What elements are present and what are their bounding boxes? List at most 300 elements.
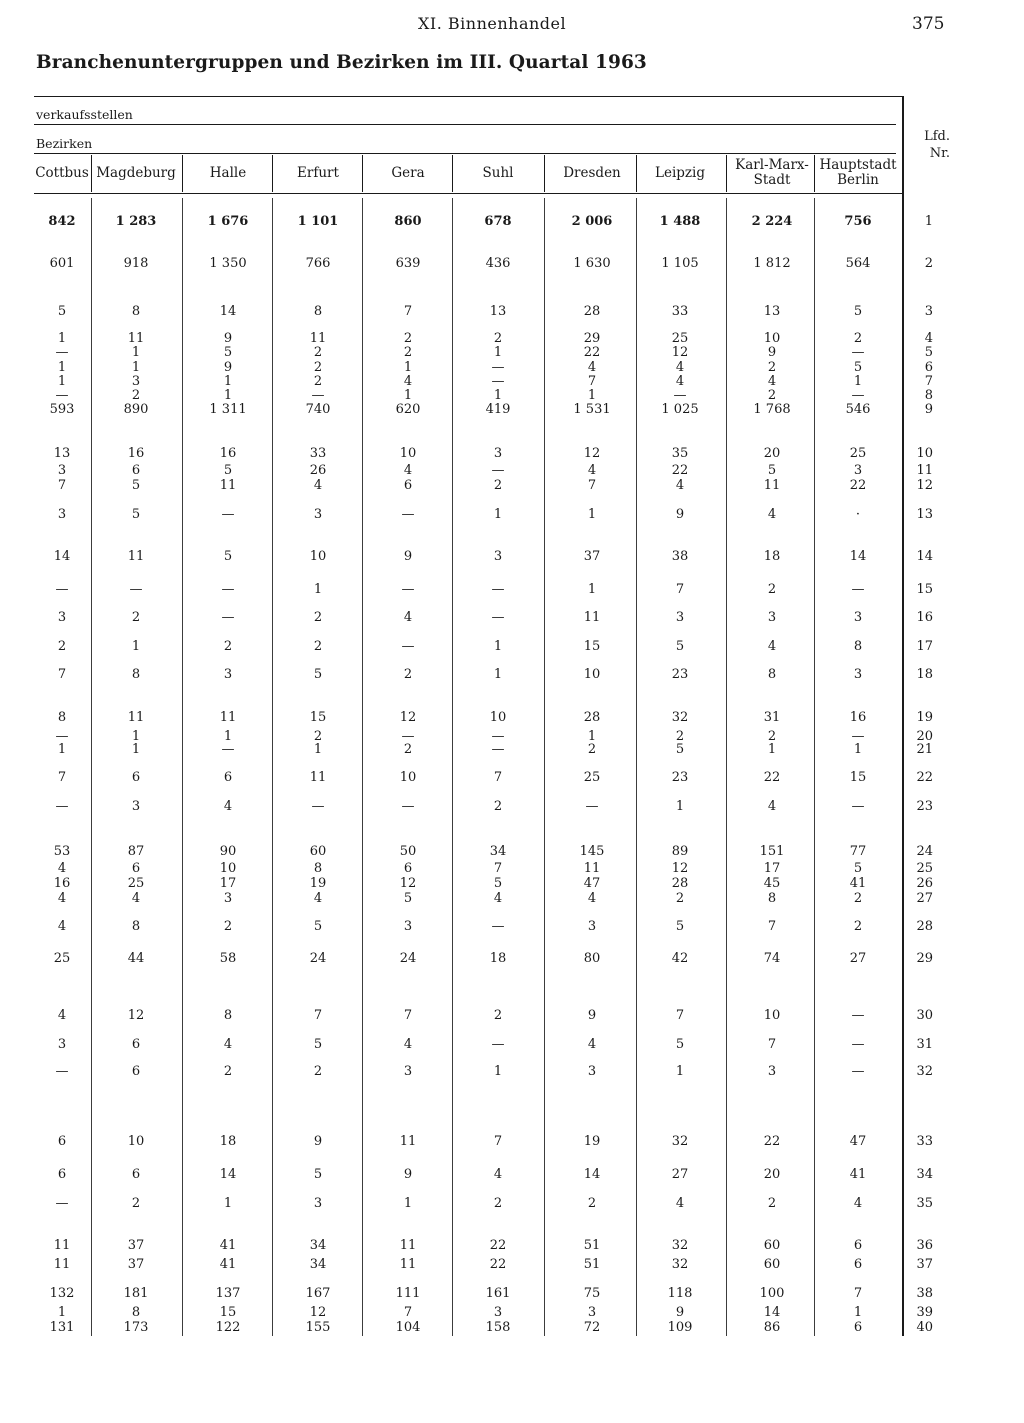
table-cell: 1 [131,729,141,744]
table-cell: 3 [403,1064,413,1079]
table-cell: 8 [853,639,863,654]
table-cell: 111 [395,1286,421,1301]
table-cell: — [55,345,69,360]
table-cell: 2 [403,742,413,757]
table-cell: — [55,1196,69,1211]
row-number: 14 [916,549,933,564]
table-cell: 4 [767,799,777,814]
table-cell: 22 [849,478,867,493]
table-cell: 1 [223,388,233,403]
table-cell: 12 [399,710,417,725]
table-cell: 11 [53,1238,71,1253]
table-cell: 12 [671,345,689,360]
table-cell: 9 [223,360,233,375]
table-cell: 1 [313,582,323,597]
table-cell: 16 [53,876,71,891]
table-cell: 31 [763,710,781,725]
table-cell: — [851,345,865,360]
row-number: 39 [916,1305,933,1320]
table-cell: 2 [767,729,777,744]
column-header-text: Gera [391,164,425,181]
table-cell: 12 [583,446,601,461]
table-cell: 11 [219,478,237,493]
table-cell: 5 [853,304,863,319]
table-cell: 1 350 [209,256,247,271]
column-header-text: Hauptstadt Berlin [819,157,897,188]
table-cell: 2 [587,742,597,757]
table-cell: 2 [853,891,863,906]
table-cell: 161 [485,1286,511,1301]
table-cell: 27 [849,951,867,966]
row-number: 30 [916,1008,933,1023]
table-cell: 75 [583,1286,601,1301]
table-cell: 436 [485,256,511,271]
table-cell: 9 [767,345,777,360]
row-number: 22 [916,770,933,785]
table-cell: 1 [403,360,413,375]
table-cell: 25 [583,770,601,785]
table-cell: — [401,799,415,814]
table-cell: 167 [305,1286,331,1301]
row-number: 27 [916,891,933,906]
table-cell: 1 [57,331,67,346]
row-number: 21 [916,742,933,757]
table-cell: 7 [313,1008,323,1023]
table-cell: 37 [583,549,601,564]
table-cell: 20 [763,446,781,461]
row-number: 10 [916,446,933,461]
table-cell: 17 [219,876,237,891]
table-cell: — [55,582,69,597]
table-cell: 5 [767,463,777,478]
table-cell: 11 [309,770,327,785]
table-cell: 5 [131,507,141,522]
table-cell: 7 [675,582,685,597]
table-cell: 6 [131,1167,141,1182]
table-cell: 6 [853,1320,863,1335]
row-number: 38 [916,1286,933,1301]
table-cell: 2 [767,388,777,403]
table-cell: 6 [131,770,141,785]
table-cell: 766 [305,256,331,271]
table-cell: — [491,463,505,478]
table-cell: 5 [313,1037,323,1052]
table-cell: — [585,799,599,814]
table-cell: 1 [131,742,141,757]
table-cell: 18 [763,549,781,564]
table-cell: 2 [675,891,685,906]
row-number: 28 [916,919,933,934]
table-cell: — [129,582,143,597]
table-cell: 8 [131,304,141,319]
row-number: 26 [916,876,933,891]
table-cell: 35 [671,446,689,461]
table-cell: · [855,507,861,522]
table-cell: 2 [223,1064,233,1079]
row-number: 8 [924,388,933,403]
table-cell: 11 [583,861,601,876]
table-cell: 419 [485,402,511,417]
table-cell: 3 [131,374,141,389]
table-cell: 5 [675,742,685,757]
table-cell: 6 [131,463,141,478]
table-cell: 22 [671,463,689,478]
table-cell: 33 [309,446,327,461]
table-cell: 1 311 [209,402,247,417]
table-cell: — [673,388,687,403]
table-cell: — [491,360,505,375]
row-number: 24 [916,844,933,859]
table-cell: 9 [675,1305,685,1320]
table-cell: 2 [223,639,233,654]
table-cell: 7 [57,667,67,682]
table-cell: 28 [583,710,601,725]
row-number: 31 [916,1037,933,1052]
table-cell: — [491,1037,505,1052]
table-cell: 41 [219,1257,237,1272]
table-cell: 109 [667,1320,693,1335]
table-cell: — [55,388,69,403]
table-cell: 11 [53,1257,71,1272]
table-cell: 1 [493,667,503,682]
table-cell: 1 [223,729,233,744]
table-cell: 9 [675,507,685,522]
table-cell: 7 [57,770,67,785]
table-cell: 1 [675,799,685,814]
table-cell: 9 [587,1008,597,1023]
table-cell: 18 [219,1134,237,1149]
table-cell: 2 [493,331,503,346]
table-cell: — [311,799,325,814]
table-cell: 2 [493,478,503,493]
table-cell: 151 [759,844,785,859]
table-cell: — [491,919,505,934]
row-number: 37 [916,1257,933,1272]
table-cell: — [851,388,865,403]
table-cell: — [221,582,235,597]
table-cell: 12 [127,1008,145,1023]
row-number: 23 [916,799,933,814]
table-cell: 2 [493,1008,503,1023]
table-cell: 50 [399,844,417,859]
table-cell: 2 224 [751,214,793,229]
row-number: 15 [916,582,933,597]
table-cell: 4 [57,861,67,876]
table-cell: 7 [493,861,503,876]
table-title: Branchenuntergruppen und Bezirken im III. Quartal 1963 [36,52,647,73]
table-cell: 2 [313,610,323,625]
table-cell: 51 [583,1257,601,1272]
table-cell: 24 [309,951,327,966]
row-number: 35 [916,1196,933,1211]
table-cell: 22 [763,1134,781,1149]
table-cell: 4 [675,478,685,493]
table-cell: 1 [853,742,863,757]
table-cell: 17 [763,861,781,876]
table-cell: 22 [489,1257,507,1272]
table-cell: 918 [123,256,149,271]
table-cell: 1 [57,374,67,389]
table-cell: 1 [675,1064,685,1079]
table-cell: 7 [403,1305,413,1320]
table-cell: 4 [675,360,685,375]
table-cell: 2 [767,360,777,375]
column-header-text: Cottbus [35,164,89,181]
table-cell: 2 [587,1196,597,1211]
table-cell: 3 [853,610,863,625]
table-cell: 3 [57,1037,67,1052]
row-number: 3 [924,304,933,319]
table-cell: 2 [313,374,323,389]
table-cell: 16 [219,446,237,461]
table-cell: 1 768 [753,402,791,417]
table-cell: 137 [215,1286,241,1301]
row-number: 7 [924,374,933,389]
table-cell: 12 [399,876,417,891]
table-cell: 1 [57,742,67,757]
table-cell: 740 [305,402,331,417]
table-cell: 41 [849,1167,867,1182]
table-cell: 564 [845,256,871,271]
table-cell: 158 [485,1320,511,1335]
table-cell: 1 [493,388,503,403]
table-cell: 14 [219,304,237,319]
table-cell: 8 [57,710,67,725]
table-cell: 10 [127,1134,145,1149]
table-cell: 145 [579,844,605,859]
table-cell: 53 [53,844,71,859]
table-cell: 6 [57,1134,67,1149]
table-cell: 32 [671,1257,689,1272]
table-cell: 5 [131,478,141,493]
table-cell: 5 [675,919,685,934]
table-cell: — [401,507,415,522]
table-cell: — [221,742,235,757]
table-cell: 6 [223,770,233,785]
row-number: 12 [916,478,933,493]
table-cell: 842 [48,214,76,229]
table-cell: 3 [223,891,233,906]
table-cell: 756 [844,214,872,229]
table-cell: 47 [849,1134,867,1149]
table-cell: — [55,799,69,814]
table-cell: 1 488 [659,214,701,229]
table-cell: 2 [131,388,141,403]
table-cell: 1 [131,360,141,375]
table-cell: 37 [127,1257,145,1272]
row-number: 1 [924,214,933,229]
table-cell: 22 [489,1238,507,1253]
table-cell: 1 [587,507,597,522]
table-cell: 32 [671,1238,689,1253]
table-cell: — [851,582,865,597]
table-cell: 1 [587,582,597,597]
table-cell: — [851,799,865,814]
table-cell: 1 [853,374,863,389]
table-cell: 18 [489,951,507,966]
table-cell: 4 [587,463,597,478]
column-header-text: Dresden [563,164,621,181]
table-cell: 4 [403,374,413,389]
table-cell: 4 [587,360,597,375]
table-cell: 3 [853,463,863,478]
table-cell: 3 [587,1305,597,1320]
table-cell: 11 [399,1257,417,1272]
column-header-text: Erfurt [297,164,339,181]
table-cell: 90 [219,844,237,859]
row-number: 36 [916,1238,933,1253]
table-cell: 14 [763,1305,781,1320]
table-cell: — [401,639,415,654]
table-cell: 4 [853,1196,863,1211]
table-cell: 10 [763,331,781,346]
row-number: 34 [916,1167,933,1182]
table-cell: 19 [583,1134,601,1149]
row-number: 40 [916,1320,933,1335]
table-cell: 10 [489,710,507,725]
table-cell: 181 [123,1286,149,1301]
table-cell: 60 [763,1257,781,1272]
table-cell: — [851,1037,865,1052]
table-cell: 60 [309,844,327,859]
table-cell: 3 [767,1064,777,1079]
table-cell: 15 [309,710,327,725]
table-cell: 8 [313,304,323,319]
table-cell: 2 [131,610,141,625]
table-cell: 2 [313,729,323,744]
table-cell: — [491,610,505,625]
table-cell: — [851,1008,865,1023]
table-cell: 32 [671,710,689,725]
table-cell: 28 [583,304,601,319]
table-cell: 1 [587,729,597,744]
row-number: 17 [916,639,933,654]
table-cell: 890 [123,402,149,417]
table-cell: 7 [493,770,503,785]
table-cell: 620 [395,402,421,417]
table-cell: 9 [403,1167,413,1182]
table-cell: 34 [309,1238,327,1253]
table-cell: 8 [767,667,777,682]
table-cell: 2 [403,345,413,360]
table-cell: 14 [219,1167,237,1182]
table-cell: 1 101 [297,214,339,229]
table-cell: 2 [403,667,413,682]
table-cell: 33 [671,304,689,319]
table-cell: 5 [57,304,67,319]
table-cell: 4 [493,1167,503,1182]
table-cell: 7 [493,1134,503,1149]
table-cell: 1 676 [207,214,249,229]
table-cell: 15 [583,639,601,654]
table-cell: 601 [49,256,75,271]
table-cell: — [491,729,505,744]
table-cell: 10 [219,861,237,876]
table-cell: 34 [309,1257,327,1272]
table-cell: 11 [127,331,145,346]
table-cell: 4 [675,374,685,389]
subgroup-label: Bezirken [36,136,93,151]
table-cell: 45 [763,876,781,891]
table-cell: 22 [583,345,601,360]
table-cell: 5 [493,876,503,891]
table-cell: 10 [763,1008,781,1023]
table-cell: 24 [399,951,417,966]
table-cell: 122 [215,1320,241,1335]
table-cell: 10 [399,446,417,461]
table-cell: 3 [57,463,67,478]
table-cell: 3 [493,1305,503,1320]
table-cell: 9 [313,1134,323,1149]
table-cell: 11 [763,478,781,493]
table-cell: 6 [403,861,413,876]
table-cell: 1 630 [573,256,611,271]
table-cell: 4 [675,1196,685,1211]
table-cell: 11 [399,1238,417,1253]
table-cell: 41 [219,1238,237,1253]
table-cell: 38 [671,549,689,564]
table-cell: 2 [313,639,323,654]
column-header-text: Magdeburg [96,164,176,181]
table-cell: 3 [587,919,597,934]
table-cell: 14 [53,549,71,564]
table-cell: 3 [313,1196,323,1211]
table-cell: 42 [671,951,689,966]
table-cell: 10 [583,667,601,682]
table-cell: 1 [57,360,67,375]
table-cell: 16 [127,446,145,461]
table-cell: 6 [57,1167,67,1182]
table-cell: 8 [223,1008,233,1023]
table-cell: 10 [309,549,327,564]
table-cell: 1 [57,1305,67,1320]
table-cell: — [851,729,865,744]
table-cell: 3 [587,1064,597,1079]
table-cell: 5 [223,463,233,478]
table-cell: 1 [131,639,141,654]
table-cell: 7 [675,1008,685,1023]
table-cell: 3 [853,667,863,682]
table-cell: 4 [57,891,67,906]
row-number: 19 [916,710,933,725]
table-cell: 593 [49,402,75,417]
table-cell: 6 [853,1257,863,1272]
table-cell: 12 [309,1305,327,1320]
table-cell: 5 [853,861,863,876]
table-cell: 3 [403,919,413,934]
table-cell: 4 [223,799,233,814]
row-number: 29 [916,951,933,966]
table-cell: 8 [131,667,141,682]
table-cell: 58 [219,951,237,966]
column-header-text: Halle [209,164,247,181]
column-header-text: Karl-Marx- Stadt [735,157,809,188]
table-cell: 7 [403,1008,413,1023]
table-cell: 11 [219,710,237,725]
table-cell: 1 [223,374,233,389]
row-number: 4 [924,331,933,346]
table-cell: 74 [763,951,781,966]
table-cell: 87 [127,844,145,859]
row-number: 16 [916,610,933,625]
table-cell: 20 [763,1167,781,1182]
table-cell: 1 [131,345,141,360]
table-cell: 2 [313,360,323,375]
table-cell: 2 [57,639,67,654]
table-cell: 47 [583,876,601,891]
table-cell: 2 [767,582,777,597]
table-cell: 7 [587,374,597,389]
